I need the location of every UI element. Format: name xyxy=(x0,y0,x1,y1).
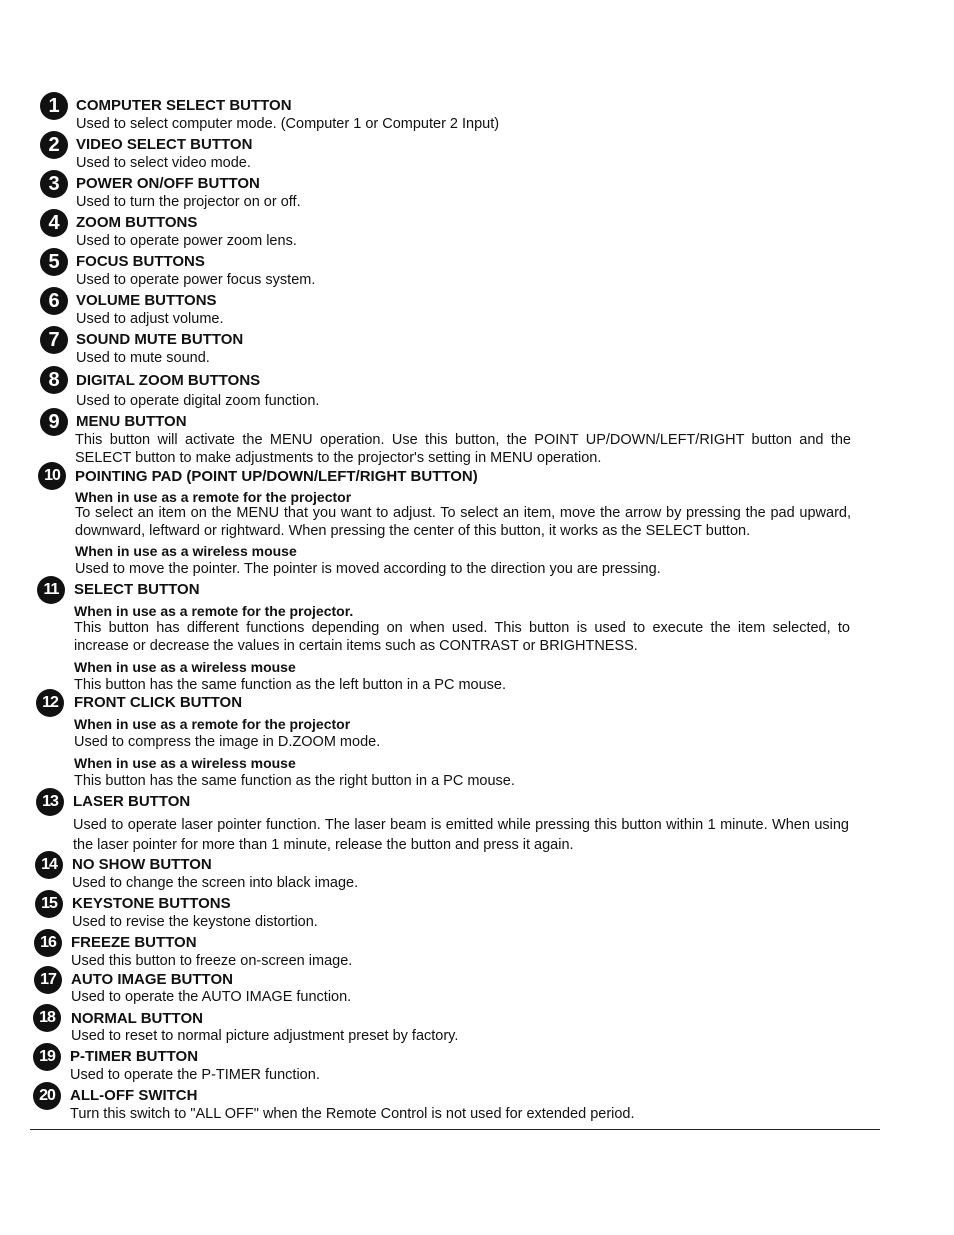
item-number-badge: 18 xyxy=(33,1004,61,1032)
item-description: Used to adjust volume. xyxy=(76,311,224,327)
item-title: VOLUME BUTTONS xyxy=(76,292,217,309)
item-title: AUTO IMAGE BUTTON xyxy=(71,971,233,988)
item-description: Used to compress the image in D.ZOOM mode. xyxy=(74,734,381,750)
item-description: Used to turn the projector on or off. xyxy=(76,194,301,210)
item-number-badge: 13 xyxy=(36,788,64,816)
item-title: SOUND MUTE BUTTON xyxy=(76,331,244,348)
item-number-badge: 9 xyxy=(40,408,68,436)
item-description: Used to mute sound. xyxy=(76,350,210,366)
item-title: MENU BUTTON xyxy=(76,413,187,430)
item-number-badge: 8 xyxy=(40,366,68,394)
item-description: Used to operate laser pointer function. The laser beam is emitted while pressing this button within 1 minute. When using the laser pointer for more than 1 minute, release the button and press it again. xyxy=(73,817,849,853)
item-number-badge: 4 xyxy=(40,209,68,237)
item-title: NORMAL BUTTON xyxy=(71,1010,203,1027)
item-number-badge: 14 xyxy=(35,851,63,879)
item-description: Used to revise the keystone distortion. xyxy=(72,914,318,930)
usage-subheading: When in use as a remote for the projector. xyxy=(74,603,354,619)
item-title: COMPUTER SELECT BUTTON xyxy=(76,97,292,114)
item-description: Used to select video mode. xyxy=(76,155,251,171)
item-number-badge: 17 xyxy=(34,966,62,994)
item-number-badge: 15 xyxy=(35,890,63,918)
item-number-badge: 11 xyxy=(37,576,65,604)
item-number-badge: 19 xyxy=(33,1043,61,1071)
bottom-divider xyxy=(30,1129,880,1130)
item-number-badge: 16 xyxy=(34,929,62,957)
item-title: VIDEO SELECT BUTTON xyxy=(76,136,253,153)
item-number-badge: 10 xyxy=(38,462,66,490)
item-title: KEYSTONE BUTTONS xyxy=(72,895,231,912)
item-title: FRONT CLICK BUTTON xyxy=(74,694,243,711)
item-description: Used to operate power zoom lens. xyxy=(76,233,297,249)
item-description: Used this button to freeze on-screen image. xyxy=(71,953,353,969)
usage-subheading: When in use as a wireless mouse xyxy=(75,543,297,559)
item-description: Used to operate power focus system. xyxy=(76,272,316,288)
item-description: Used to operate the P-TIMER function. xyxy=(70,1067,320,1083)
item-description: Used to reset to normal picture adjustment preset by factory. xyxy=(71,1028,459,1044)
item-title: FOCUS BUTTONS xyxy=(76,253,205,270)
usage-subheading: When in use as a remote for the projector xyxy=(74,716,351,732)
item-number-badge: 5 xyxy=(40,248,68,276)
item-title: POINTING PAD (POINT UP/DOWN/LEFT/RIGHT BUTTON) xyxy=(75,468,478,485)
item-number-badge: 2 xyxy=(40,131,68,159)
usage-subheading: When in use as a wireless mouse xyxy=(74,755,296,771)
item-title: POWER ON/OFF BUTTON xyxy=(76,175,260,192)
item-number-badge: 20 xyxy=(33,1082,61,1110)
item-number-badge: 7 xyxy=(40,326,68,354)
usage-subheading: When in use as a remote for the projector xyxy=(75,489,352,505)
item-title: ZOOM BUTTONS xyxy=(76,214,198,231)
item-title: SELECT BUTTON xyxy=(74,581,200,598)
item-description: Turn this switch to "ALL OFF" when the Remote Control is not used for extended period. xyxy=(70,1106,635,1122)
item-description: Used to move the pointer. The pointer is moved according to the direction you are pressing. xyxy=(75,561,661,577)
item-title: FREEZE BUTTON xyxy=(71,934,197,951)
item-description: This button has the same function as the right button in a PC mouse. xyxy=(74,773,515,789)
item-number-badge: 12 xyxy=(36,689,64,717)
item-description: To select an item on the MENU that you want to adjust. To select an item, move the arrow by pressing the pad upward, downward, leftward or rightward. When pressing the center of this button, it works as the SELECT button. xyxy=(75,505,851,539)
item-title: LASER BUTTON xyxy=(73,793,191,810)
usage-subheading: When in use as a wireless mouse xyxy=(74,659,296,675)
item-number-badge: 1 xyxy=(40,92,68,120)
item-title: NO SHOW BUTTON xyxy=(72,856,212,873)
item-description: Used to change the screen into black image. xyxy=(72,875,359,891)
item-number-badge: 6 xyxy=(40,287,68,315)
item-description: Used to select computer mode. (Computer 1 or Computer 2 Input) xyxy=(76,116,500,132)
item-title: DIGITAL ZOOM BUTTONS xyxy=(76,372,261,389)
item-number-badge: 3 xyxy=(40,170,68,198)
item-title: P-TIMER BUTTON xyxy=(70,1048,199,1065)
item-description: This button will activate the MENU operation. Use this button, the POINT UP/DOWN/LEFT/RIGHT button and the SELECT button to make adjustments to the projector's setting in MENU operation. xyxy=(75,432,851,466)
item-description: Used to operate the AUTO IMAGE function. xyxy=(71,989,352,1005)
item-description: This button has the same function as the left button in a PC mouse. xyxy=(74,677,507,693)
item-title: ALL-OFF SWITCH xyxy=(70,1087,198,1104)
item-description: Used to operate digital zoom function. xyxy=(76,393,320,409)
item-description: This button has different functions depending on when used. This button is used to execute the item selected, to increase or decrease the values in certain items such as CONTRAST or BRIGHTNESS. xyxy=(74,620,850,654)
